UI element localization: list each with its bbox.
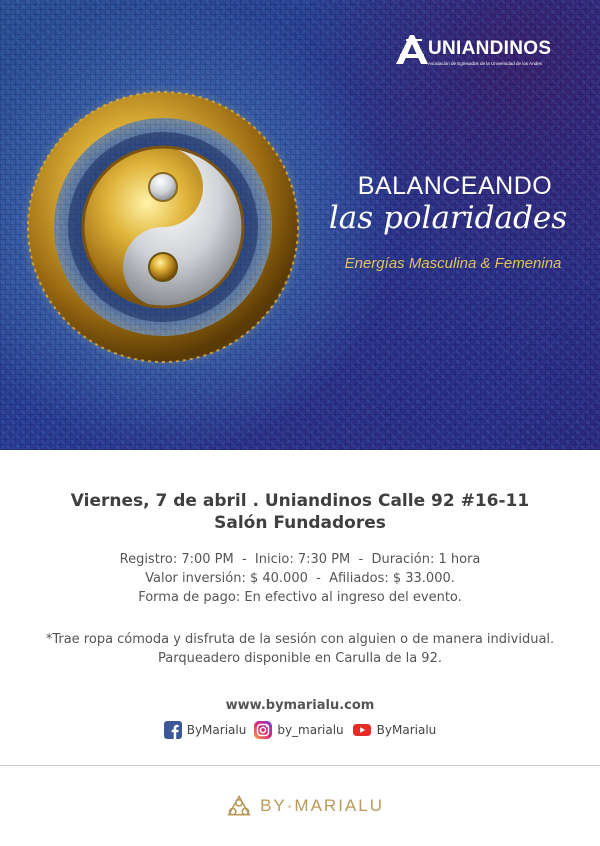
youtube-handle: ByMarialu [376, 723, 437, 737]
divider [0, 765, 600, 766]
youtube-icon [352, 721, 372, 739]
uniandinos-logo-icon [392, 32, 432, 66]
facebook-handle: ByMarialu [186, 723, 247, 737]
instagram-handle: by_marialu [277, 723, 344, 737]
event-details [0, 550, 600, 607]
uniandinos-logo [392, 30, 567, 70]
event-price: Valor inversión: $ 40.000 - Afiliados: $ 33.000. [145, 571, 455, 586]
event-headline [0, 490, 600, 534]
hero-subtitle: Energías Masculina & Femenina [344, 255, 562, 272]
logo-subtitle: Asociación de Egresados de la Universidad de los Andes [428, 61, 542, 66]
instagram-icon [254, 721, 272, 739]
event-note [0, 630, 600, 668]
website-link[interactable]: www.bymarialu.com [225, 698, 375, 713]
yin-yang-icon [18, 82, 308, 372]
youtube-link[interactable] [352, 721, 437, 739]
event-payment: Forma de pago: En efectivo al ingreso del evento. [138, 590, 462, 605]
title-line2: las polaridades [328, 200, 568, 236]
event-headline-line2: Salón Fundadores [214, 513, 386, 533]
event-note-line1: *Trae ropa cómoda y disfruta de la sesión con alguien o de manera individual. [45, 632, 555, 647]
facebook-icon [164, 721, 182, 739]
brand-name: BY·MARIALU [260, 796, 384, 815]
title-line1: BALANCEANDO [357, 172, 553, 200]
logo-name: UNIANDINOS [428, 38, 552, 59]
event-schedule: Registro: 7:00 PM - Inicio: 7:30 PM - Duración: 1 hora [119, 552, 481, 567]
facebook-link[interactable] [164, 721, 247, 739]
instagram-link[interactable] [254, 721, 343, 739]
event-headline-line1: Viernes, 7 de abril . Uniandinos Calle 92 #16-11 [70, 491, 530, 511]
bymarialu-brand [224, 789, 384, 823]
bymarialu-logo-icon [224, 791, 254, 821]
event-note-line2: Parqueadero disponible en Carulla de la 92. [158, 651, 442, 666]
social-links [0, 721, 600, 739]
